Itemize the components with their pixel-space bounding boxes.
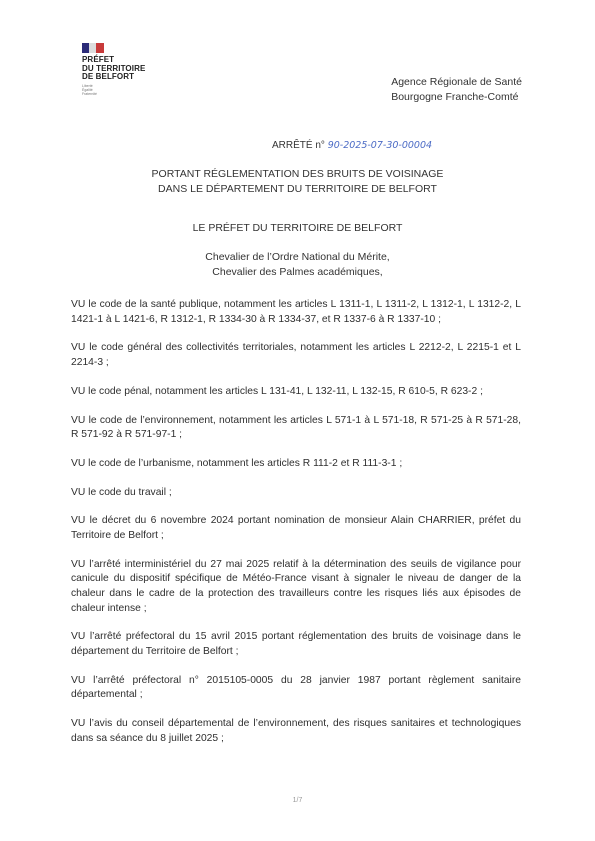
agency-line2: Bourgogne Franche-Comté xyxy=(391,91,519,103)
visa-paragraph: VU le code pénal, notamment les articles L 131-41, L 132-11, L 132-15, R 610-5, R 623-2 ; xyxy=(71,385,483,397)
visa-paragraph: VU le décret du 6 novembre 2024 portant nomination de monsieur Alain CHARRIER, préfet du Territoire de Belfort ; xyxy=(71,515,521,542)
prefet-distinctions xyxy=(0,250,595,280)
visa-list xyxy=(71,298,521,761)
document-title xyxy=(0,167,595,197)
arrete-number-value: 90-2025-07-30-00004 xyxy=(327,140,433,151)
prefecture-logo xyxy=(82,43,145,96)
visa-paragraph: VU le code de l’urbanisme, notamment les articles R 111-2 et R 111-3-1 ; xyxy=(71,457,403,469)
page-number: 1/7 xyxy=(292,797,303,804)
visa-paragraph: VU le code de la santé publique, notamment les articles L 1311-1, L 1311-2, L 1312-1, L 1312-2, L 1421-1 à L 1421-6, R 1312-1, R 1334-30 à R 1334-37, et R 1337-6 à R 1337-10 ; xyxy=(71,299,521,325)
marianne-flag-icon xyxy=(82,43,104,53)
agency-line1: Agence Régionale de Santé xyxy=(391,76,522,88)
distinction-line2: Chevalier des Palmes académiques, xyxy=(212,266,383,278)
visa-paragraph: VU l’arrêté préfectoral n° 2015105-0005 du 28 janvier 1987 portant règlement sanitaire départemental ; xyxy=(71,674,521,701)
title-line2: DANS LE DÉPARTEMENT DU TERRITOIRE DE BELFORT xyxy=(158,183,437,195)
logo-name xyxy=(82,56,145,82)
visa-paragraph: VU l’arrêté interministériel du 27 mai 2025 relatif à la détermination des seuils de vigilance pour canicule du dispositif spécifique de Météo-France visant à signaler le niveau de danger de la chaleur dans le cadre de la protection des travailleurs contre les risques liés aux épisodes de chaleur intense ; xyxy=(71,558,521,614)
arrete-number xyxy=(272,140,432,151)
logo-motto xyxy=(82,84,145,96)
logo-motto-line3: Fraternité xyxy=(82,91,97,96)
logo-name-line3: DE BELFORT xyxy=(82,72,135,82)
logo-name-line1: PRÉFET xyxy=(82,55,115,64)
visa-paragraph: VU le code du travail ; xyxy=(71,486,172,498)
visa-paragraph: VU le code de l’environnement, notamment les articles L 571-1 à L 571-18, R 571-25 à R 571-28, R 571-92 à R 571-97-1 ; xyxy=(71,414,521,441)
title-line1: PORTANT RÉGLEMENTATION DES BRUITS DE VOISINAGE xyxy=(151,168,444,180)
logo-name-line2: DU TERRITOIRE xyxy=(82,63,146,73)
logo-motto-line1: Liberté xyxy=(82,83,93,88)
distinction-line1: Chevalier de l’Ordre National du Mérite, xyxy=(205,251,390,263)
agency-header xyxy=(391,75,522,105)
visa-paragraph: VU le code général des collectivités territoriales, notamment les articles L 2212-2, L 2215-1 et L 2214-3 ; xyxy=(71,342,521,368)
visa-paragraph: VU l’arrêté préfectoral du 15 avril 2015 portant réglementation des bruits de voisinage dans le département du Territoire de Belfort ; xyxy=(71,631,521,657)
visa-paragraph: VU l’avis du conseil départemental de l’environnement, des risques sanitaires et technologiques dans sa séance du 8 juillet 2025 ; xyxy=(71,718,521,744)
prefet-heading: LE PRÉFET DU TERRITOIRE DE BELFORT xyxy=(192,222,403,234)
arrete-label: ARRÊTÉ n° xyxy=(272,140,325,151)
logo-motto-line2: Égalité xyxy=(82,87,93,92)
